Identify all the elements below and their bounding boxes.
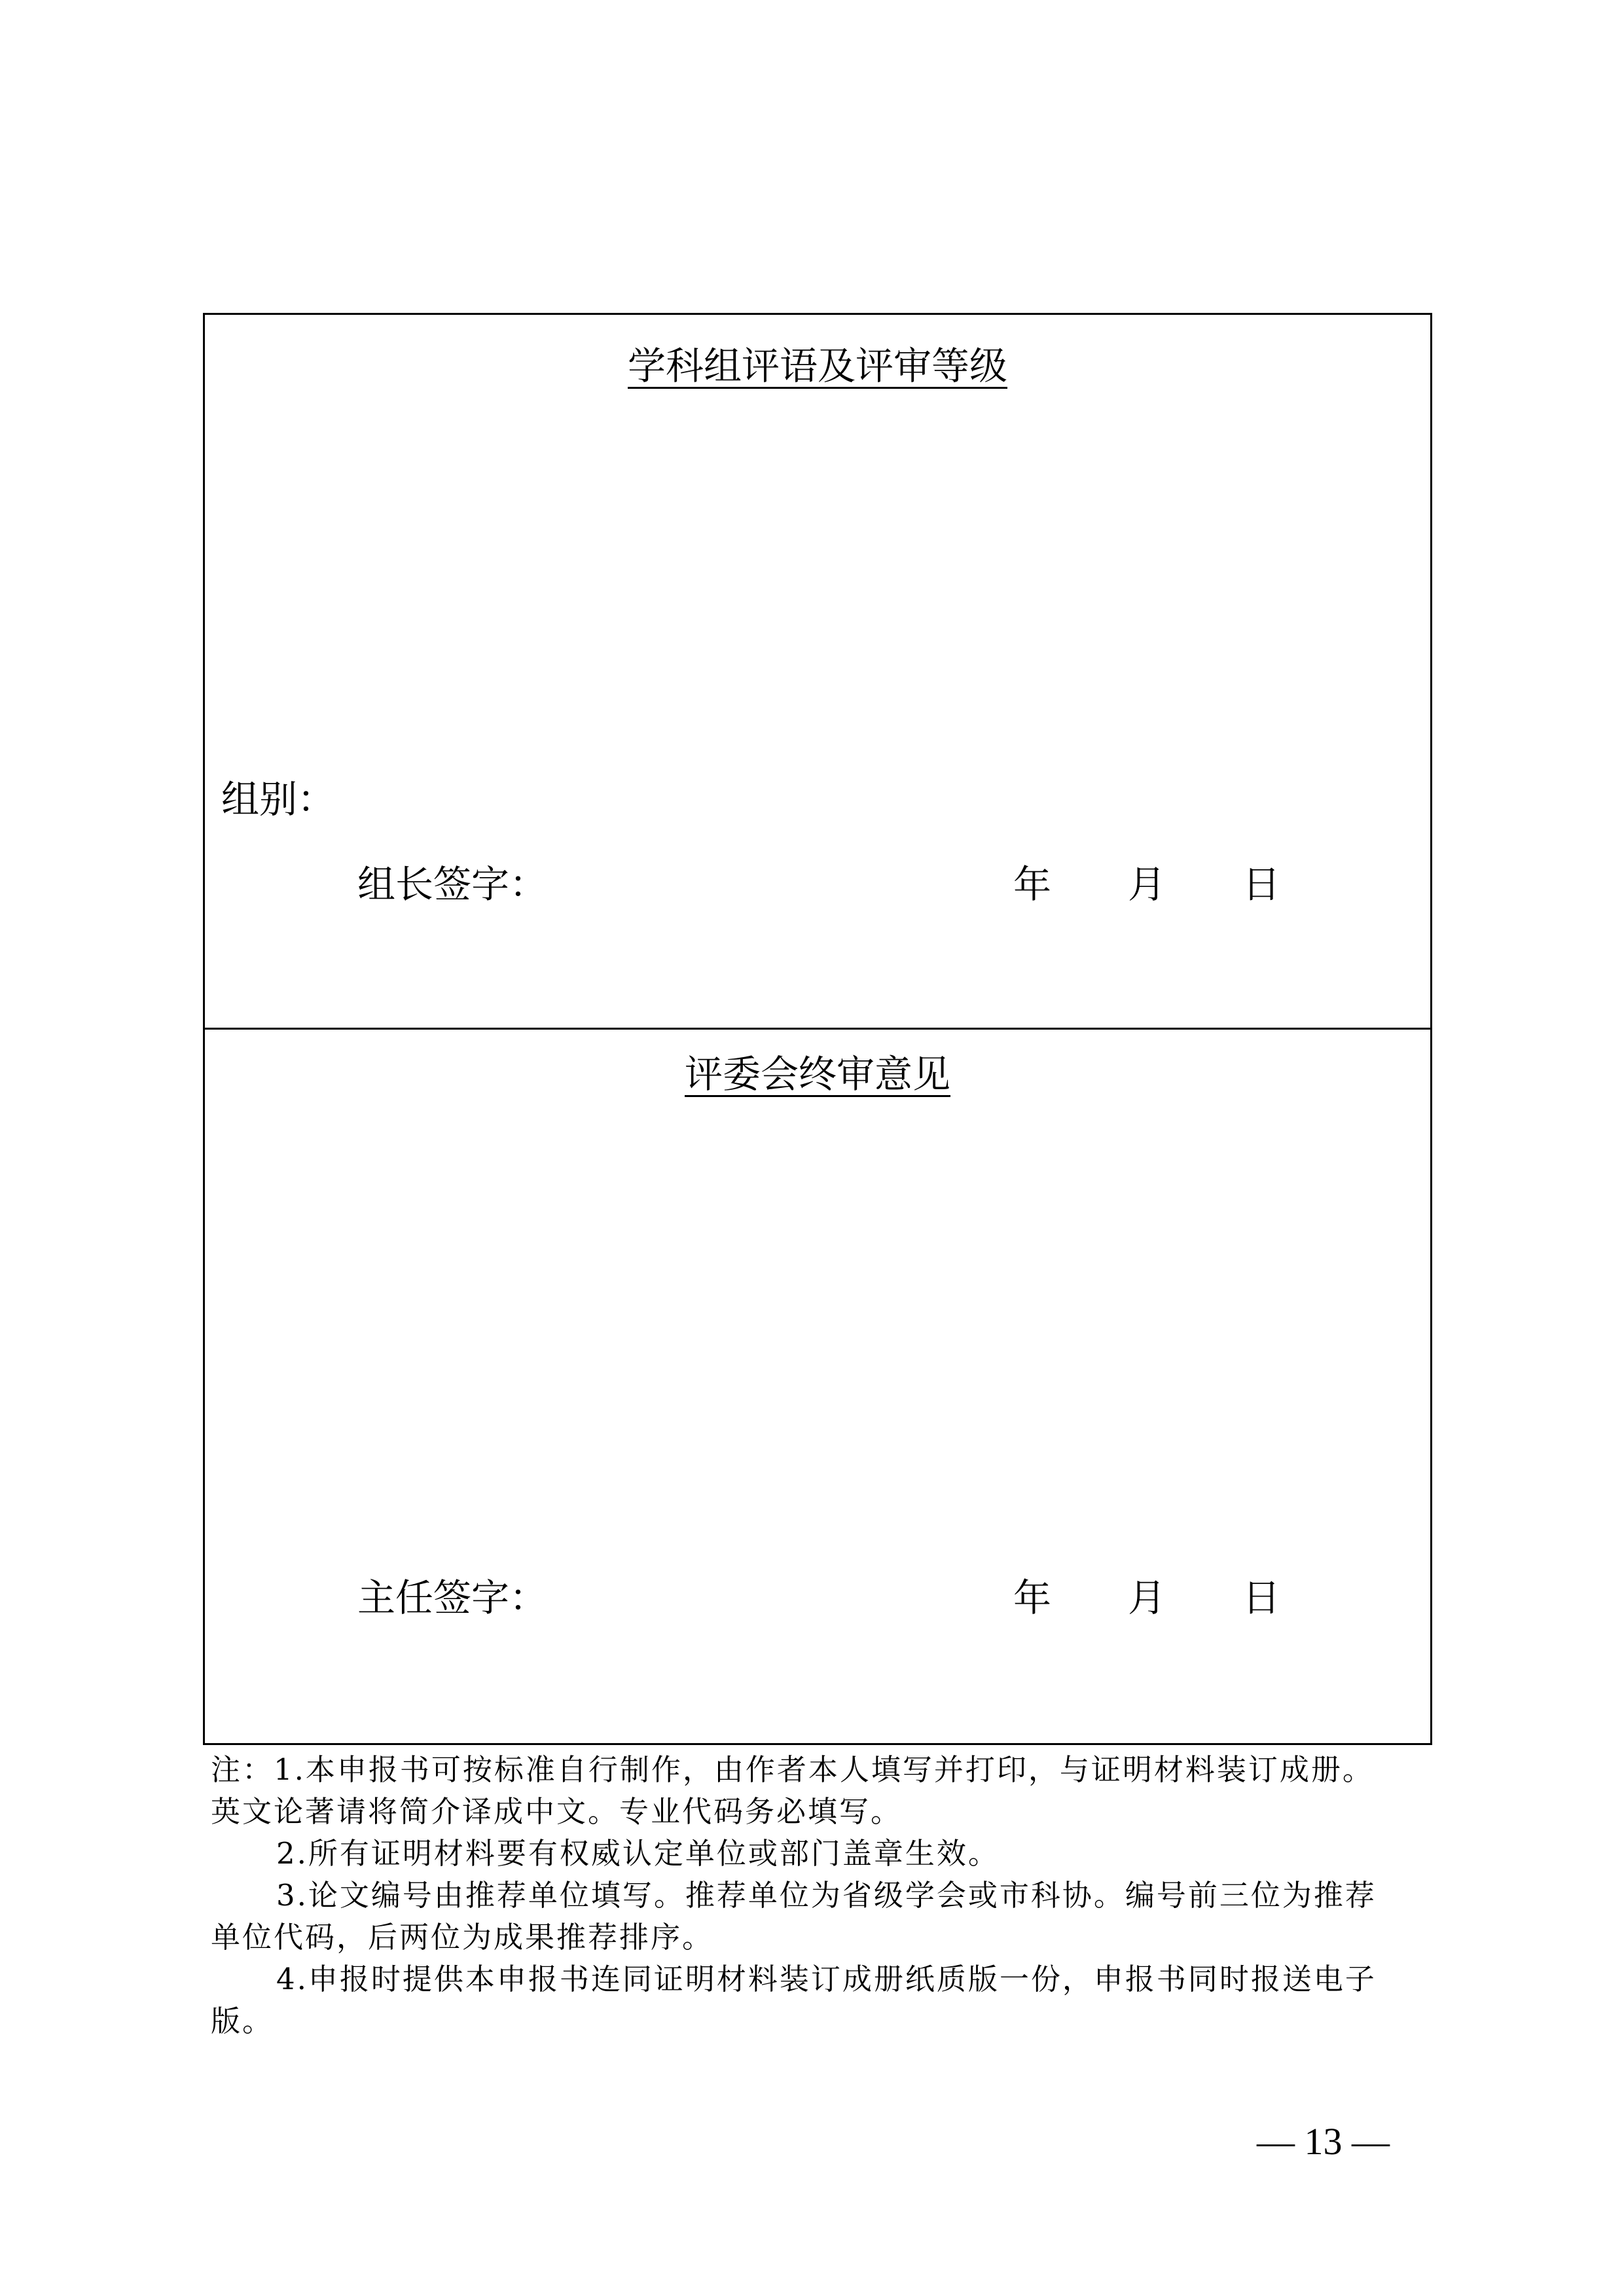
- note-line: 4.申报时提供本申报书连同证明材料装订成册纸质版一份，申报书同时报送电子: [276, 1962, 1377, 1996]
- note-line: 3.论文编号由推荐单位填写。推荐单位为省级学会或市科协。编号前三位为推荐: [276, 1878, 1377, 1913]
- group-label: 组别：: [221, 777, 336, 821]
- committee-final-review-title: 评委会终审意见: [684, 1052, 950, 1096]
- committee-final-review-section: [205, 1030, 1430, 1745]
- group-leader-signature-label: 组长签字：: [357, 862, 548, 907]
- date-month-label: 月: [1128, 862, 1166, 907]
- date-day-label: 日: [1242, 862, 1281, 907]
- director-signature-label: 主任签字：: [357, 1576, 548, 1620]
- review-form-table: [203, 313, 1432, 1745]
- note-line: 注：1.本申报书可按标准自行制作，由作者本人填写并打印，与证明材料装订成册。: [211, 1752, 1374, 1787]
- note-line: 版。: [211, 2004, 274, 2038]
- subject-group-review-title: 学科组评语及评审等级: [627, 344, 1007, 388]
- date-year-label: 年: [1013, 1576, 1052, 1620]
- note-line: 2.所有证明材料要有权威认定单位或部门盖章生效。: [276, 1836, 1000, 1871]
- section-title: [205, 1048, 1430, 1100]
- date-month-label: 月: [1128, 1576, 1166, 1620]
- page-number: — 13 —: [1257, 2120, 1390, 2163]
- date-day-label: 日: [1242, 1576, 1281, 1620]
- note-line: 单位代码，后两位为成果推荐排序。: [211, 1920, 714, 1955]
- section-title: [205, 340, 1430, 392]
- subject-group-review-section: [205, 315, 1430, 1030]
- notes: [211, 1749, 1432, 2042]
- note-line: 英文论著请将简介译成中文。专业代码务必填写。: [211, 1794, 903, 1829]
- date-year-label: 年: [1013, 862, 1052, 907]
